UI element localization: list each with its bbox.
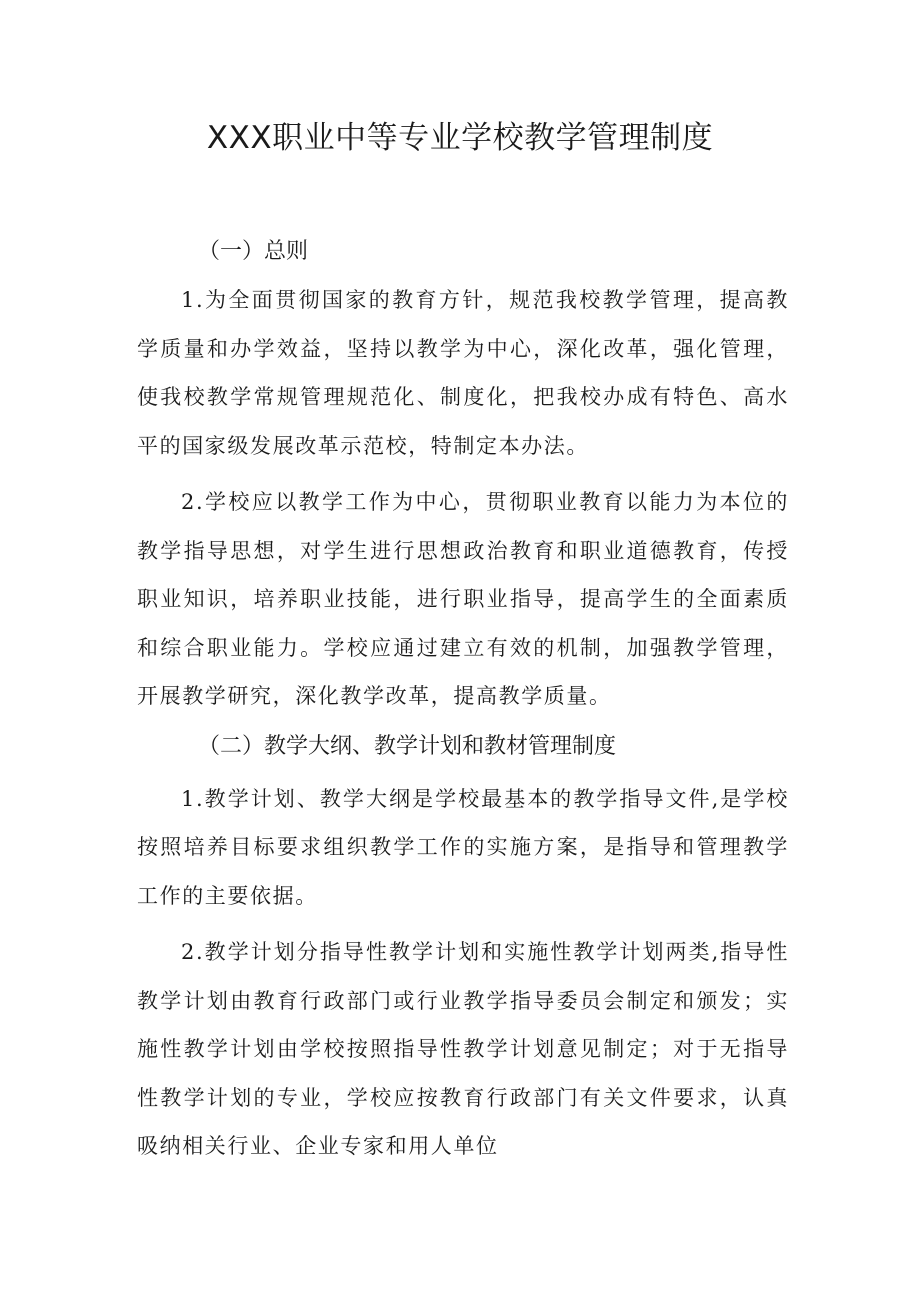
section-heading-syllabus: （二）教学大纲、教学计划和教材管理制度 — [198, 733, 617, 759]
paragraph-syllabus-1: 1.教学计划、教学大纲是学校最基本的教学指导文件,是学校按照培养目标要求组织教学工作的实施方案，是指导和管理教学工作的主要依据。 — [137, 786, 789, 908]
document-title: XXX职业中等专业学校教学管理制度 — [206, 120, 714, 156]
document-body — [137, 222, 789, 1171]
paragraph-syllabus-2: 2.教学计划分指导性教学计划和实施性教学计划两类,指导性教学计划由教育行政部门或行业教学指导委员会制定和颁发；实施性教学计划由学校按照指导性教学计划意见制定；对于无指导性教学计划的专业，学校应按教育行政部门有关文件要求，认真吸纳相关行业、企业专家和用人单位 — [137, 940, 789, 1158]
paragraph-general-2: 2.学校应以教学工作为中心，贯彻职业教育以能力为本位的教学指导思想，对学生进行思想政治教育和职业道德教育，传授职业知识，培养职业技能，进行职业指导，提高学生的全面素质和综合职业能力。学校应通过建立有效的机制，加强教学管理，开展教学研究，深化教学改革，提高教学质量。 — [137, 490, 789, 708]
section-heading-general: （一）总则 — [198, 239, 309, 264]
paragraph-general-1: 1.为全面贯彻国家的教育方针，规范我校教学管理，提高教学质量和办学效益，坚持以教学为中心，深化改革，强化管理，使我校教学常规管理规范化、制度化，把我校办成有特色、高水平的国家级发展改革示范校，特制定本办法。 — [137, 288, 789, 458]
